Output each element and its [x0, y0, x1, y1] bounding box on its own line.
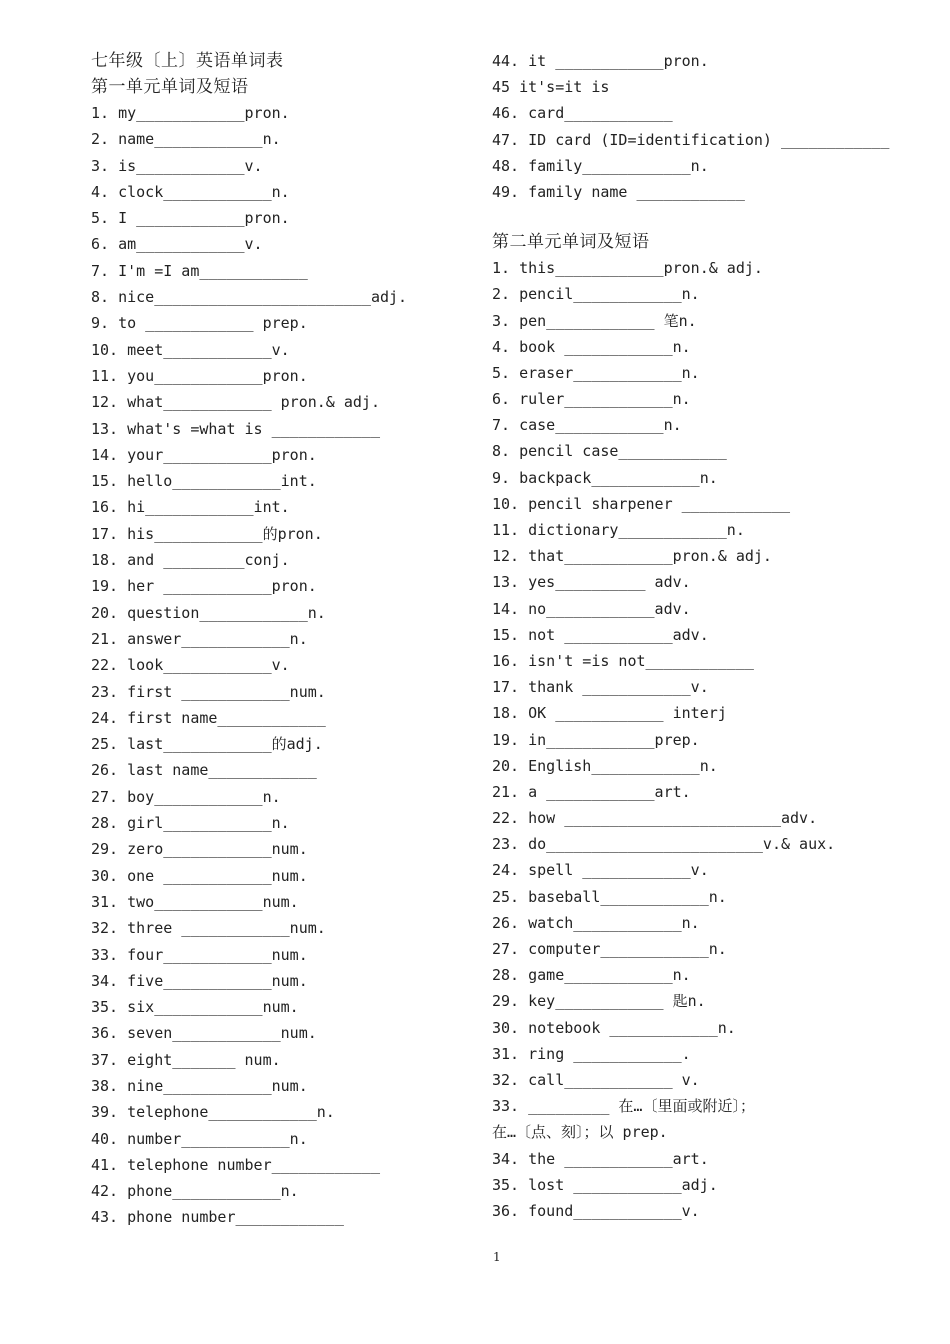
vocab-entry: 15. not ____________adv. [492, 625, 709, 644]
unit-one-column [91, 48, 476, 1231]
vocab-entry: 5. I ____________pron. [91, 209, 290, 228]
vocab-entry: 21. answer____________n. [91, 629, 308, 648]
vocab-entry: 36. found____________v. [492, 1201, 700, 1220]
vocab-entry: 8. pencil case____________ [492, 442, 727, 461]
vocab-entry: 27. boy____________n. [91, 787, 281, 806]
unit-two-word-list [492, 255, 922, 1224]
vocab-entry: 21. a ____________art. [492, 782, 691, 801]
vocab-entry: 15. hello____________int. [91, 472, 317, 491]
vocab-entry: 8. nice________________________adj. [91, 288, 408, 307]
vocab-entry: 19. in____________prep. [492, 730, 700, 749]
vocab-entry: 29. zero____________num. [91, 840, 308, 859]
vocab-entry: 16. isn't =is not____________ [492, 651, 754, 670]
vocab-entry: 13. what's =what is ____________ [91, 419, 380, 438]
vocab-entry: 37. eight_______ num. [91, 1050, 281, 1069]
unit-one-continued-list [492, 48, 922, 205]
vocab-entry: 49. family name ____________ [492, 182, 745, 201]
vocab-entry: 28. game____________n. [492, 966, 691, 985]
vocab-entry: 在…〔点、刻〕；以 prep. [492, 1123, 668, 1142]
vocab-entry: 27. computer____________n. [492, 940, 727, 958]
vocab-entry: 41. telephone number____________ [91, 1155, 380, 1174]
unit-one-heading: 第一单元单词及短语 [91, 77, 249, 97]
vocab-entry: 7. I'm =I am____________ [91, 261, 308, 280]
vocab-entry: 3. pen____________ 笔n. [492, 311, 697, 330]
vocab-entry: 11. you____________pron. [91, 366, 308, 385]
vocab-entry: 20. English____________n. [492, 756, 718, 775]
vocab-entry: 4. clock____________n. [91, 182, 290, 201]
unit-two-heading: 第二单元单词及短语 [492, 232, 650, 253]
vocab-entry: 26. last name____________ [91, 761, 317, 780]
vocab-entry: 2. name____________n. [91, 130, 281, 149]
vocab-entry: 11. dictionary____________n. [492, 521, 745, 539]
vocab-entry: 22. look____________v. [91, 656, 290, 675]
vocab-entry: 20. question____________n. [91, 603, 326, 622]
vocab-entry: 2. pencil____________n. [492, 285, 700, 304]
vocab-entry: 40. number____________n. [91, 1129, 308, 1148]
vocab-entry: 23. first ____________num. [91, 682, 326, 701]
vocab-entry: 10. pencil sharpener ____________ [492, 494, 791, 513]
vocab-entry: 4. book ____________n. [492, 337, 691, 356]
vocab-entry: 9. backpack____________n. [492, 468, 718, 487]
vocab-entry: 6. ruler____________n. [492, 390, 691, 409]
vocab-entry: 6. am____________v. [91, 235, 263, 254]
page-number: 1 [493, 1250, 501, 1264]
vocab-entry: 46. card____________ [492, 104, 673, 123]
vocab-entry: 30. one ____________num. [91, 866, 308, 885]
vocab-entry: 42. phone____________n. [91, 1182, 299, 1201]
vocab-entry: 18. and _________conj. [91, 551, 290, 570]
vocab-entry: 29. key____________ 匙n. [492, 992, 706, 1011]
vocab-entry: 12. that____________pron.& adj. [492, 547, 772, 566]
vocab-entry: 10. meet____________v. [91, 340, 290, 359]
vocab-entry: 30. notebook ____________n. [492, 1018, 736, 1037]
vocab-entry: 26. watch____________n. [492, 913, 700, 932]
vocab-entry: 22. how ________________________adv. [492, 809, 818, 828]
vocab-entry: 1. this____________pron.& adj. [492, 259, 763, 278]
vocab-entry: 39. telephone____________n. [91, 1103, 335, 1122]
vocab-entry: 25. baseball____________n. [492, 887, 727, 906]
document-title: 七年级〔上〕英语单词表 [91, 51, 284, 71]
vocab-entry: 45 it's=it is [492, 78, 610, 97]
vocab-entry: 19. her ____________pron. [91, 577, 317, 596]
vocab-entry: 17. thank ____________v. [492, 678, 709, 697]
vocab-entry: 34. five____________num. [91, 971, 308, 990]
vocab-entry: 9. to ____________ prep. [91, 314, 308, 333]
vocab-entry: 1. my____________pron. [91, 104, 290, 122]
vocab-entry: 24. spell ____________v. [492, 861, 709, 880]
vocab-entry: 34. the ____________art. [492, 1149, 709, 1168]
vocab-entry: 12. what____________ pron.& adj. [91, 393, 380, 412]
vocab-entry: 33. four____________num. [91, 945, 308, 964]
vocab-entry: 14. no____________adv. [492, 599, 691, 618]
vocab-entry: 32. three ____________num. [91, 919, 326, 938]
vocab-entry: 38. nine____________num. [91, 1076, 308, 1095]
vocab-entry: 23. do________________________v.& aux. [492, 835, 836, 854]
section-gap [492, 205, 922, 229]
vocab-entry: 24. first name____________ [91, 708, 326, 727]
vocab-entry: 13. yes__________ adv. [492, 573, 691, 592]
right-column [492, 48, 922, 1224]
vocab-entry: 35. lost ____________adj. [492, 1175, 718, 1194]
vocab-entry: 36. seven____________num. [91, 1024, 317, 1043]
vocab-entry: 35. six____________num. [91, 998, 299, 1017]
vocab-entry: 17. his____________的pron. [91, 524, 323, 543]
vocab-entry: 16. hi____________int. [91, 498, 290, 517]
vocab-entry: 5. eraser____________n. [492, 363, 700, 382]
vocab-entry: 28. girl____________n. [91, 814, 290, 833]
vocab-entry: 18. OK ____________ interj [492, 704, 727, 723]
vocab-entry: 43. phone number____________ [91, 1208, 344, 1227]
vocab-entry: 31. ring ____________. [492, 1044, 691, 1063]
vocab-entry: 7. case____________n. [492, 416, 682, 435]
vocab-entry: 33. _________ 在…〔里面或附近〕； [492, 1097, 755, 1116]
vocab-entry: 14. your____________pron. [91, 445, 317, 464]
vocab-entry: 48. family____________n. [492, 156, 709, 175]
unit-one-word-list [91, 100, 476, 1231]
vocab-entry: 47. ID card (ID=identification) ____________ [492, 130, 890, 149]
vocab-entry: 3. is____________v. [91, 156, 263, 175]
vocab-entry: 44. it ____________pron. [492, 52, 709, 70]
vocab-entry: 25. last____________的adj. [91, 735, 323, 754]
vocab-entry: 32. call____________ v. [492, 1070, 700, 1089]
vocab-entry: 31. two____________num. [91, 892, 299, 911]
